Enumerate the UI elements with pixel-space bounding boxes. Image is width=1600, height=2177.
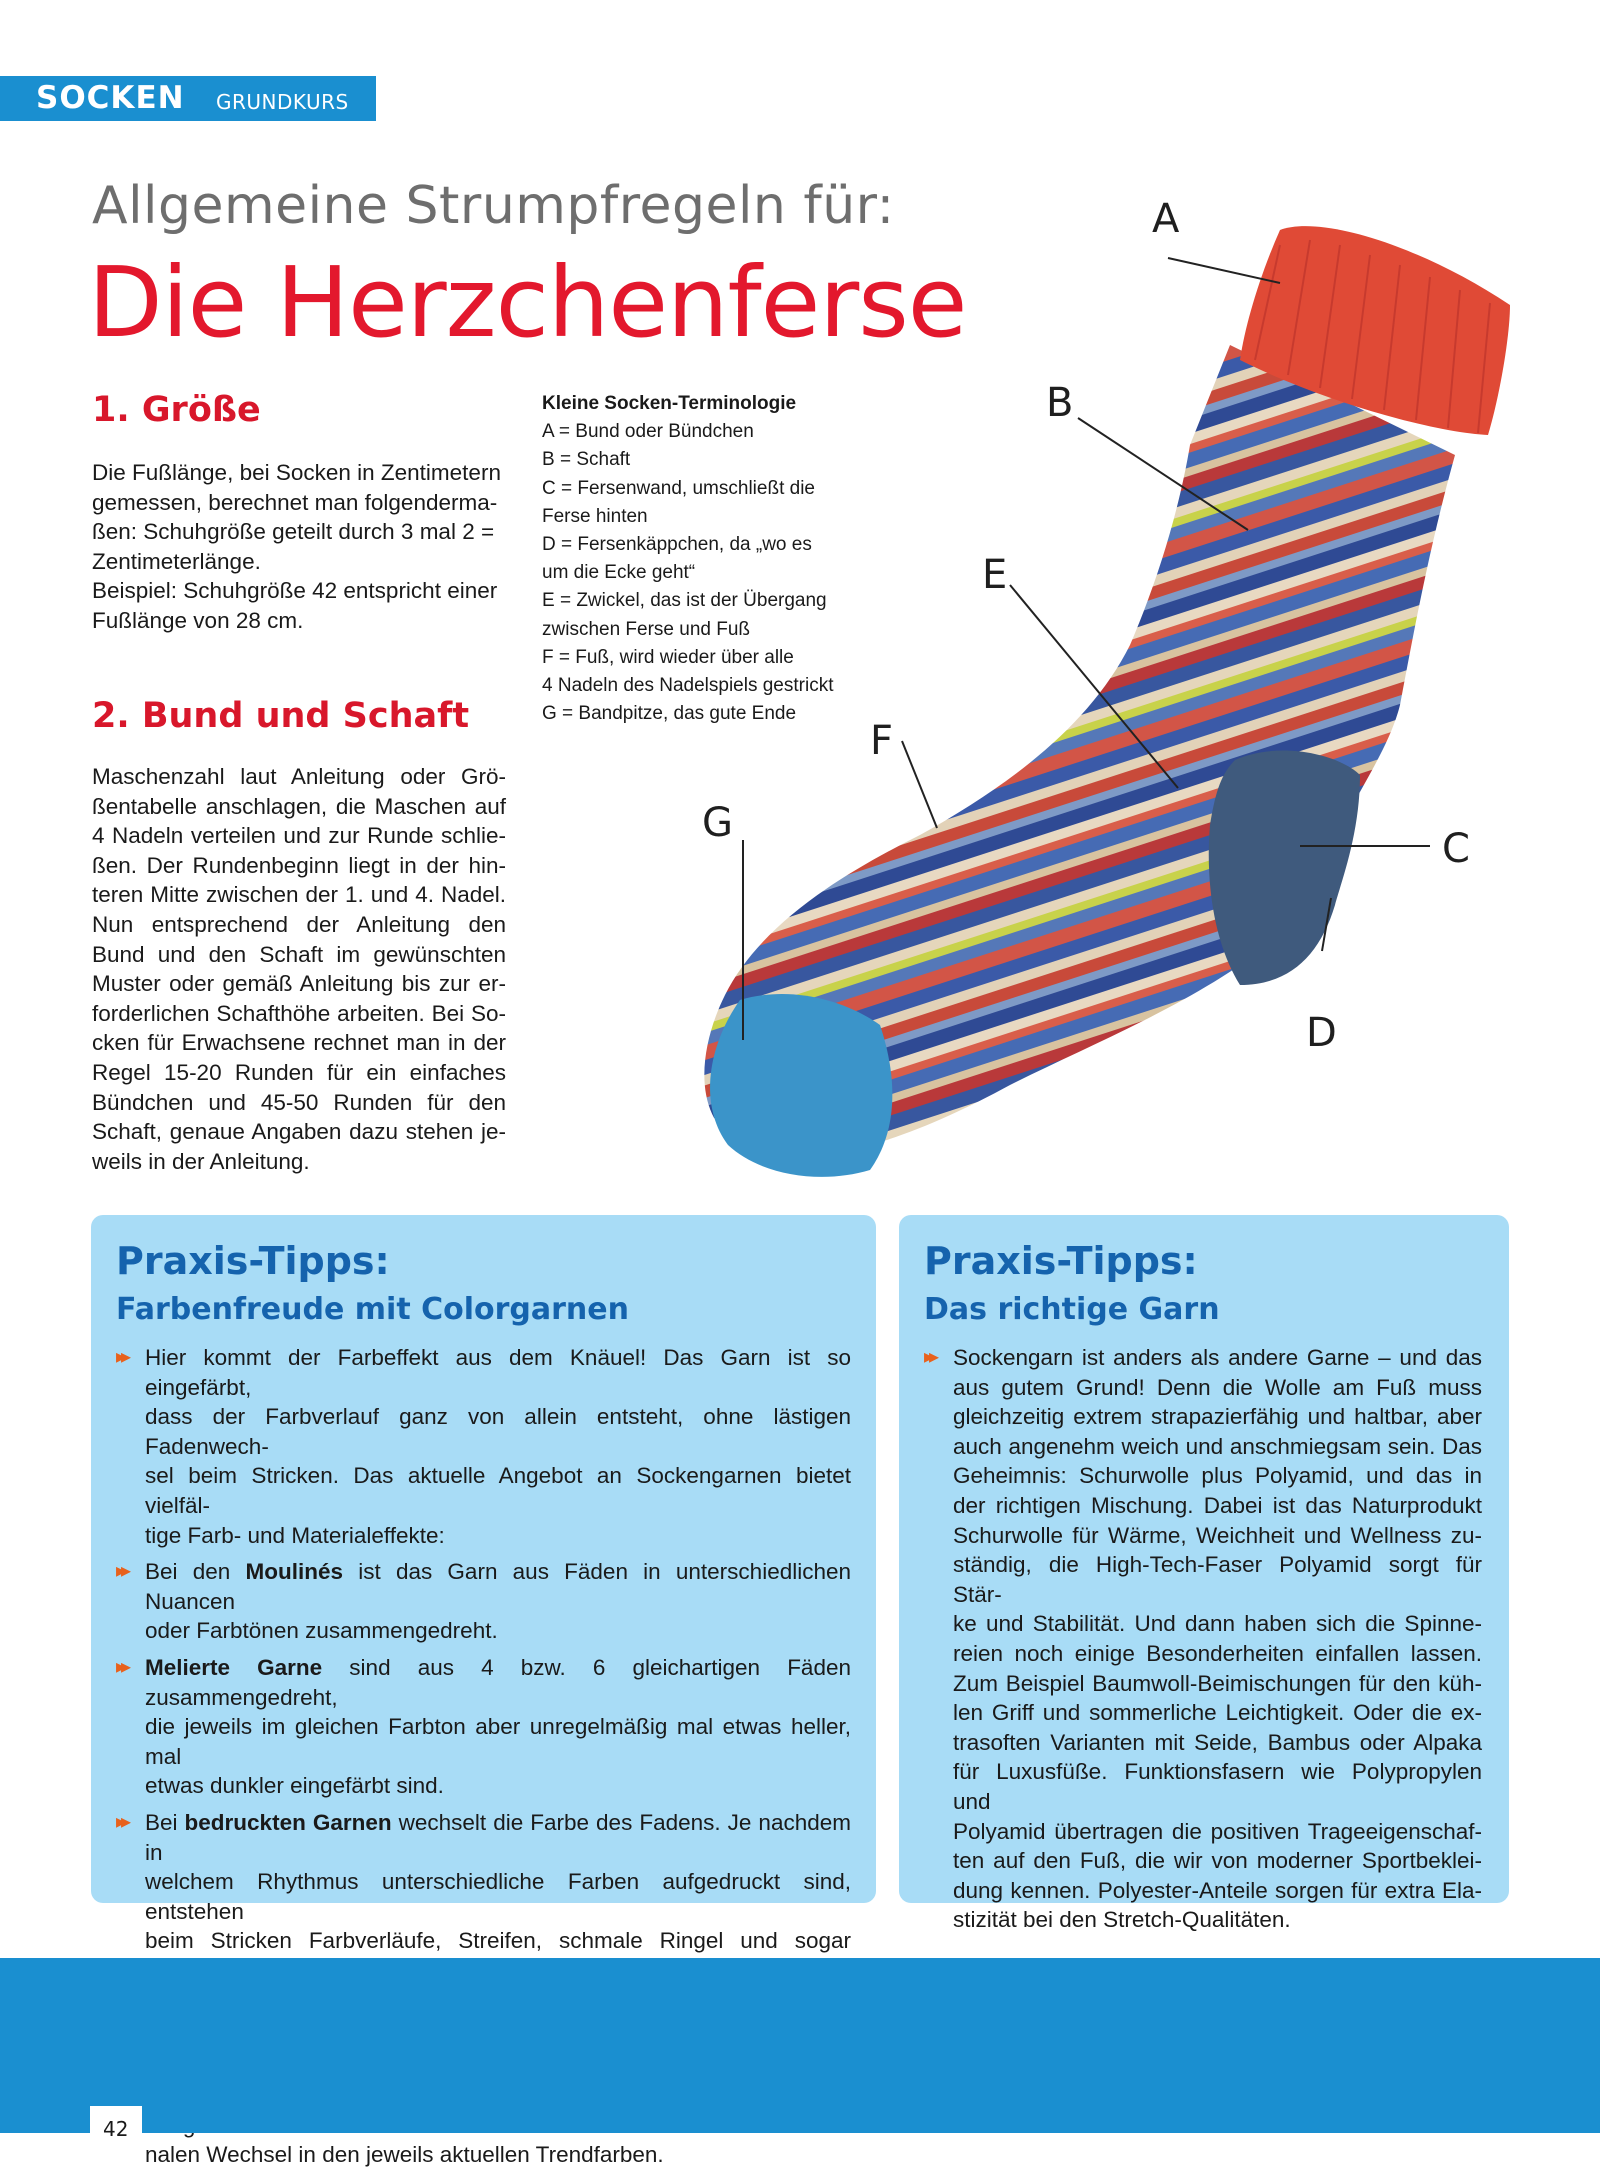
text-line: Beispiel: Schuhgröße 42 entspricht einer — [92, 578, 498, 604]
terminology-line: G = Bandpitze, das gute Ende — [542, 703, 797, 725]
tip-line: auch angenehm weich und anschmiegsam sein. Das — [953, 1433, 1482, 1459]
text-line: Bund und den Schaft im gewünschten — [92, 941, 506, 967]
double-arrow-icon: ▸▸ — [924, 1346, 935, 1368]
sock-toe — [710, 994, 892, 1177]
text-line: Fußlänge von 28 cm. — [92, 607, 304, 633]
tip-line: die jeweils im gleichen Farbton aber unregelmäßig mal etwas heller, mal — [145, 1714, 851, 1769]
terminology-line: B = Schaft — [542, 449, 631, 471]
callout-e: E — [982, 552, 1008, 598]
tip-line — [145, 1653, 851, 1712]
subsection-label: GRUNDKURS — [216, 90, 349, 114]
tip-line: Geheimnis: Schurwolle plus Polyamid, und das in — [953, 1463, 1482, 1489]
double-arrow-icon: ▸▸ — [116, 1810, 127, 1833]
page-title: Die Herzchenferse — [88, 246, 967, 359]
terminology-line: um die Ecke geht“ — [542, 562, 696, 584]
tip-line: nalen Wechsel in den jeweils aktuellen Trendfarben. — [145, 2142, 664, 2168]
tip-line: reien noch einige Besonderheiten einfallen lassen. — [953, 1640, 1482, 1666]
tip-text: ist das Garn aus Fäden in unterschiedlichen Nuancen — [145, 1559, 852, 1614]
callout-b: B — [1046, 380, 1074, 426]
tip-text: wechselt die Farbe des Fadens. Je nachdem in — [145, 1809, 851, 1865]
text-line: ßentabelle anschlagen, die Maschen auf — [92, 793, 506, 819]
terminology-title: Kleine Socken-Terminologie — [542, 393, 797, 414]
sock-heel — [1209, 751, 1360, 985]
tip-keyword: Melierte Garne — [145, 1654, 323, 1680]
tip-line — [145, 1808, 851, 1867]
tip-line: stizität bei den Stretch-Qualitäten. — [953, 1907, 1291, 1933]
tip-line: ke und Stabilität. Und dann haben sich die Spinne- — [953, 1611, 1482, 1637]
tip-line: Schurwolle für Wärme, Weichheit und Wellness zu- — [953, 1522, 1482, 1548]
tip-line: Sockengarn ist anders als andere Garne – und das — [953, 1345, 1482, 1370]
tip-item — [924, 1343, 1482, 1935]
text-line: Muster oder gemäß Anleitung bis zur er- — [92, 971, 506, 997]
tip-line: aus gutem Grund! Denn die Wolle am Fuß muss — [953, 1374, 1482, 1400]
section2-body — [92, 762, 506, 1176]
sock-illustration — [680, 185, 1540, 1195]
text-line: cken für Erwachsene rechnet man in der — [92, 1030, 506, 1056]
tip-item — [116, 1653, 851, 1801]
text-line: Regel 15-20 Runden für ein einfaches — [92, 1059, 506, 1085]
section1-heading: 1. Größe — [92, 390, 261, 430]
text-line: Schaft, genaue Angaben dazu stehen je- — [92, 1119, 506, 1145]
callout-c: C — [1442, 826, 1470, 872]
tip-line: gleichzeitig extrem strapazierfähig und haltbar, aber — [953, 1404, 1482, 1430]
tip-line: oder Farbtönen zusammengedreht. — [145, 1618, 498, 1644]
section-label: SOCKEN — [36, 80, 185, 116]
double-arrow-icon: ▸▸ — [116, 1655, 127, 1678]
tips-left-title: Praxis-Tipps: — [116, 1239, 390, 1283]
tips-right-list — [924, 1343, 1482, 1942]
callout-g: G — [702, 800, 733, 846]
text-line: Nun entsprechend der Anleitung den — [92, 911, 506, 937]
tip-text: sind aus 4 bzw. 6 gleichartigen Fäden zusammengedreht, — [145, 1654, 851, 1710]
text-line: ßen. Der Rundenbeginn liegt in der hin- — [92, 852, 506, 878]
terminology-line: D = Fersenkäppchen, da „wo es — [542, 534, 812, 556]
tip-line: etwas dunkler eingefärbt sind. — [145, 1773, 444, 1799]
terminology-line: Ferse hinten — [542, 505, 648, 527]
tip-line: ständig, die High-Tech-Faser Polyamid sorgt für Stär- — [953, 1552, 1482, 1607]
tips-right-box — [899, 1215, 1509, 1933]
tip-line: dung kennen. Polyester-Anteile sorgen für extra Ela- — [953, 1877, 1482, 1903]
callout-f: F — [870, 718, 894, 764]
tip-line: Polyamid übertragen die positiven Trageeigenschaf- — [953, 1818, 1482, 1844]
terminology-line: C = Fersenwand, umschließt die — [542, 477, 815, 499]
text-line: gemessen, berechnet man folgenderma- — [92, 489, 498, 515]
tip-line: dass der Farbverlauf ganz von allein entsteht, ohne lästigen Fadenwech- — [145, 1404, 851, 1459]
text-line: teren Mitte zwischen der 1. und 4. Nadel. — [92, 882, 506, 908]
callout-d: D — [1306, 1010, 1337, 1056]
tips-left-subtitle: Farbenfreude mit Colorgarnen — [116, 1292, 629, 1327]
tip-line: beim Stricken Farbverläufe, Streifen, schmale Ringel und sogar — [145, 1928, 851, 1954]
tip-line — [145, 1557, 851, 1616]
terminology-line: zwischen Ferse und Fuß — [542, 618, 751, 640]
tip-line: sel beim Stricken. Das aktuelle Angebot an Sockengarnen bietet vielfäl- — [145, 1463, 851, 1518]
section1-body — [92, 458, 506, 636]
tip-text: Bei — [145, 1809, 185, 1835]
page-number: 42 — [103, 2117, 129, 2141]
callout-a: A — [1152, 196, 1180, 242]
tip-item — [116, 1557, 851, 1646]
tip-text: Bei den — [145, 1559, 246, 1585]
tip-line: tige Farb- und Materialeffekte: — [145, 1522, 445, 1548]
tip-line: für Luxusfüße. Funktionsfasern wie Polypropylen und — [953, 1759, 1482, 1814]
tip-keyword: bedruckten Garnen — [184, 1809, 392, 1835]
tip-line: ten auf den Fuß, die wir von moderner Sportbeklei- — [953, 1848, 1482, 1874]
text-line: Die Fußlänge, bei Socken in Zentimetern — [92, 460, 501, 485]
tip-line: welchem Rhythmus unterschiedliche Farben aufgedruckt sind, entstehen — [145, 1869, 851, 1924]
tips-right-title: Praxis-Tipps: — [924, 1239, 1198, 1283]
text-line: ßen: Schuhgröße geteilt durch 3 mal 2 = — [92, 519, 495, 545]
tip-item — [116, 1343, 851, 1550]
footer-band — [0, 1958, 1600, 2133]
text-line: weils in der Anleitung. — [92, 1148, 310, 1174]
tip-line: der richtigen Mischung. Dabei ist das Naturprodukt — [953, 1492, 1482, 1518]
double-arrow-icon: ▸▸ — [116, 1346, 127, 1368]
text-line: 4 Nadeln verteilen und zur Runde schlie- — [92, 823, 506, 849]
tip-line: Hier kommt der Farbeffekt aus dem Knäuel! Das Garn ist so eingefärbt, — [145, 1345, 851, 1400]
text-line: Maschenzahl laut Anleitung oder Grö- — [92, 764, 506, 789]
double-arrow-icon: ▸▸ — [116, 1560, 127, 1583]
terminology-line: A = Bund oder Bündchen — [542, 421, 754, 443]
text-line: Zentimeterlänge. — [92, 548, 261, 574]
section2-heading: 2. Bund und Schaft — [92, 696, 470, 736]
terminology-line: F = Fuß, wird wieder über alle — [542, 646, 794, 668]
terminology-line: 4 Nadeln des Nadelspiels gestrickt — [542, 675, 834, 697]
tip-line: Zum Beispiel Baumwoll-Beimischungen für den küh- — [953, 1670, 1482, 1696]
page-kicker: Allgemeine Strumpfregeln für: — [92, 176, 895, 236]
tips-right-subtitle: Das richtige Garn — [924, 1292, 1220, 1327]
tip-line: trasoften Varianten mit Seide, Bambus oder Alpaka — [953, 1729, 1482, 1755]
tip-keyword: Moulinés — [245, 1559, 344, 1585]
terminology-line: E = Zwickel, das ist der Übergang — [542, 590, 827, 612]
text-line: forderlichen Schafthöhe arbeiten. Bei So- — [92, 1000, 506, 1026]
text-line: Bündchen und 45-50 Runden für den — [92, 1089, 506, 1115]
tip-line: len Griff und sommerliche Leichtigkeit. Oder die ex- — [953, 1700, 1482, 1726]
section-tab — [0, 76, 376, 121]
